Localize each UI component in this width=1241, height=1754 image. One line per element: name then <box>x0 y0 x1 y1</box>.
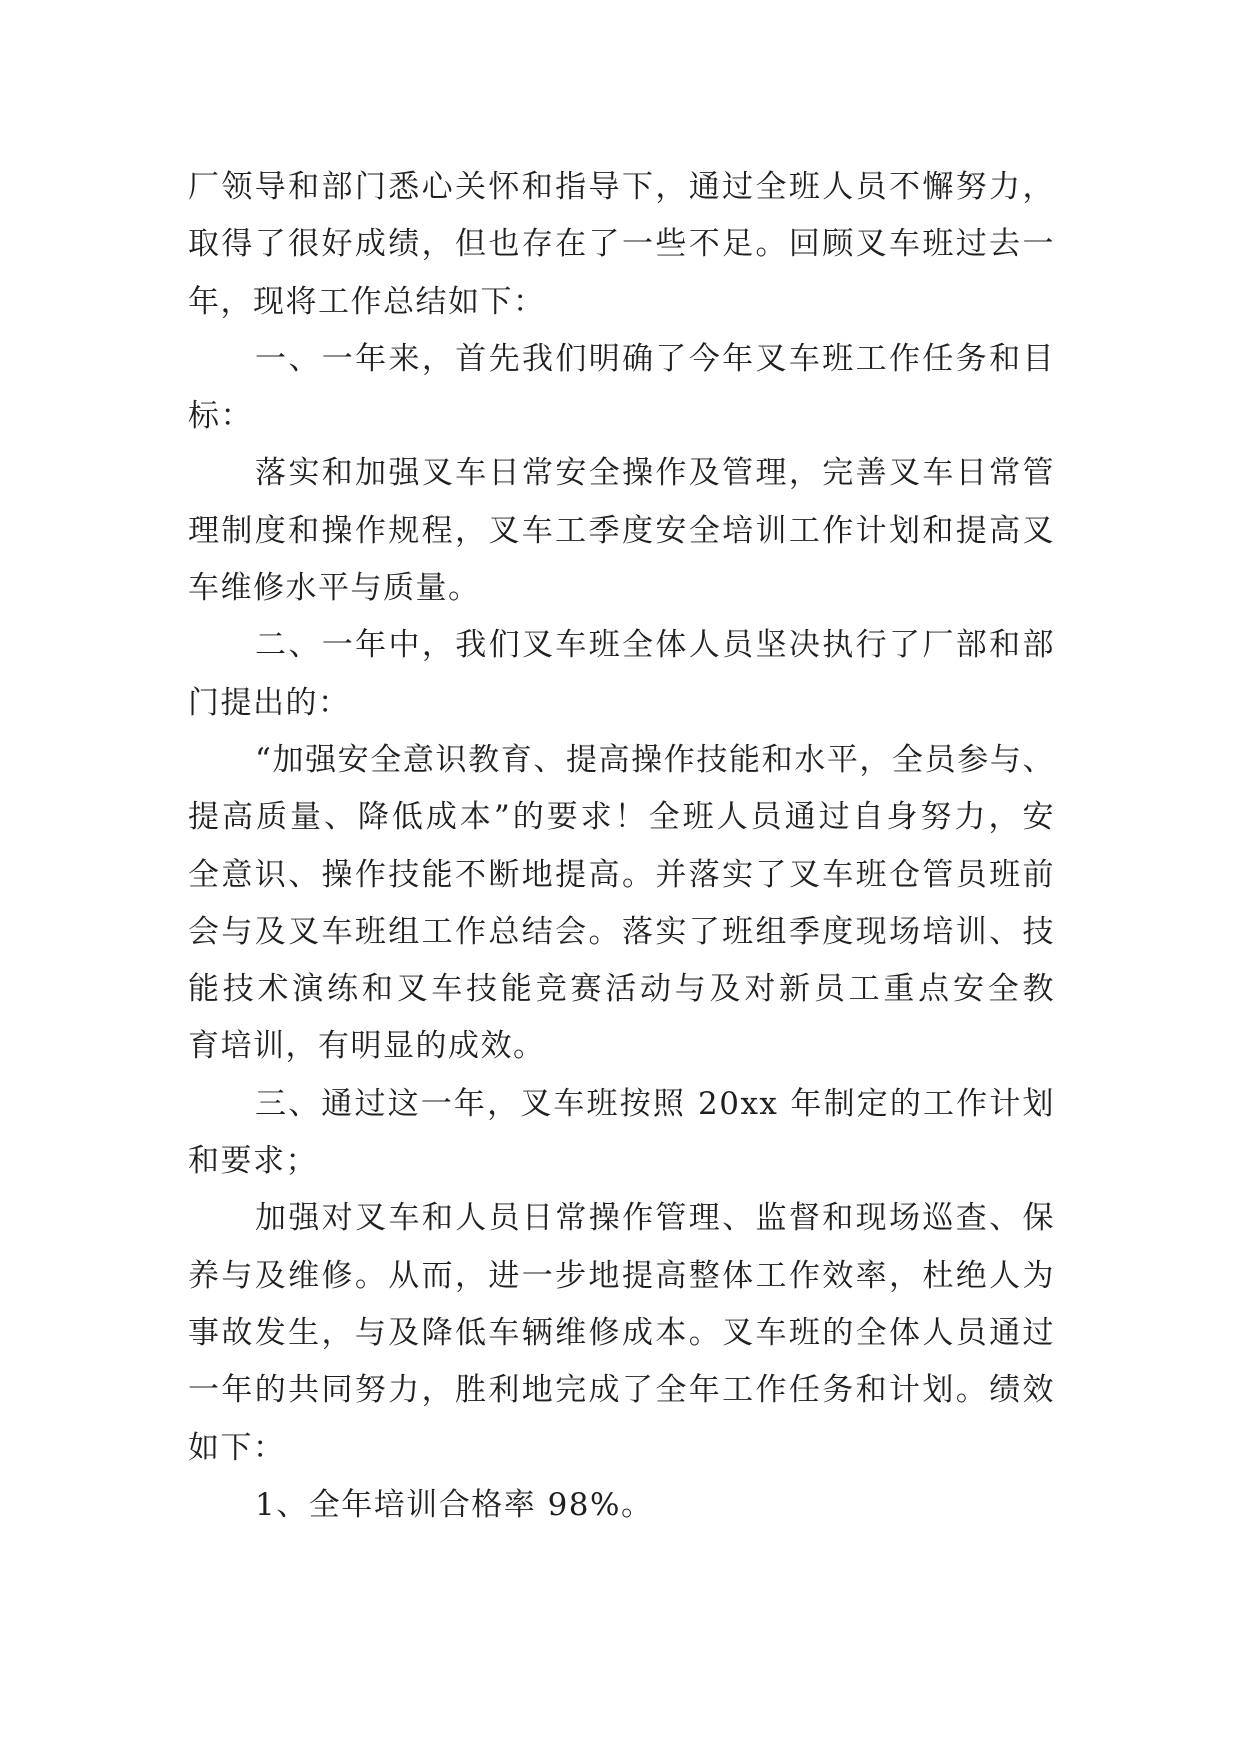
text-line: 标： <box>188 398 253 435</box>
text-line: 落实和加强叉车日常安全操作及管理，完善叉车日常管 <box>255 455 1055 492</box>
text-line: 养与及维修。从而，进一步地提高整体工作效率，杜绝人为 <box>188 1257 1055 1294</box>
paragraph <box>188 1477 1055 1534</box>
text-line: 车维修水平与质量。 <box>188 570 481 607</box>
text-line: 1、全年培训合格率 98%。 <box>255 1486 654 1523</box>
body-text <box>188 159 1055 1534</box>
text-line: 全意识、操作技能不断地提高。并落实了叉车班仓管员班前 <box>188 856 1055 893</box>
text-line: 二、一年中，我们叉车班全体人员坚决执行了厂部和部 <box>255 627 1055 664</box>
text-line: 门提出的： <box>188 684 351 721</box>
text-line: 三、通过这一年，叉车班按照 20xx 年制定的工作计划 <box>255 1085 1055 1122</box>
text-line: 和要求； <box>188 1143 318 1180</box>
paragraph <box>188 1190 1055 1476</box>
paragraph <box>188 1076 1055 1191</box>
text-line: 理制度和操作规程，叉车工季度安全培训工作计划和提高叉 <box>188 512 1055 549</box>
paragraph <box>188 732 1055 1076</box>
paragraph <box>188 445 1055 617</box>
text-line: 能技术演练和叉车技能竞赛活动与及对新员工重点安全教 <box>188 971 1055 1008</box>
paragraph <box>188 159 1055 331</box>
text-line: 一年的共同努力，胜利地完成了全年工作任务和计划。绩效 <box>188 1372 1055 1409</box>
paragraph <box>188 617 1055 732</box>
paragraph <box>188 331 1055 446</box>
text-line: 取得了很好成绩，但也存在了一些不足。回顾叉车班过去一 <box>188 226 1055 263</box>
text-line: 如下： <box>188 1429 286 1466</box>
text-line: 加强对叉车和人员日常操作管理、监督和现场巡查、保 <box>255 1200 1055 1237</box>
text-line: “加强安全意识教育、提高操作技能和水平，全员参与、 <box>255 741 1055 778</box>
text-line: 一、一年来，首先我们明确了今年叉车班工作任务和目 <box>255 340 1055 377</box>
text-line: 厂领导和部门悉心关怀和指导下，通过全班人员不懈努力， <box>188 169 1055 205</box>
text-line: 育培训，有明显的成效。 <box>188 1028 546 1065</box>
text-line: 年，现将工作总结如下： <box>188 283 546 320</box>
text-line: 事故发生，与及降低车辆维修成本。叉车班的全体人员通过 <box>188 1314 1055 1351</box>
text-line: 提高质量、降低成本”的要求！全班人员通过自身努力，安 <box>188 799 1055 836</box>
text-line: 会与及叉车班组工作总结会。落实了班组季度现场培训、技 <box>188 913 1055 950</box>
